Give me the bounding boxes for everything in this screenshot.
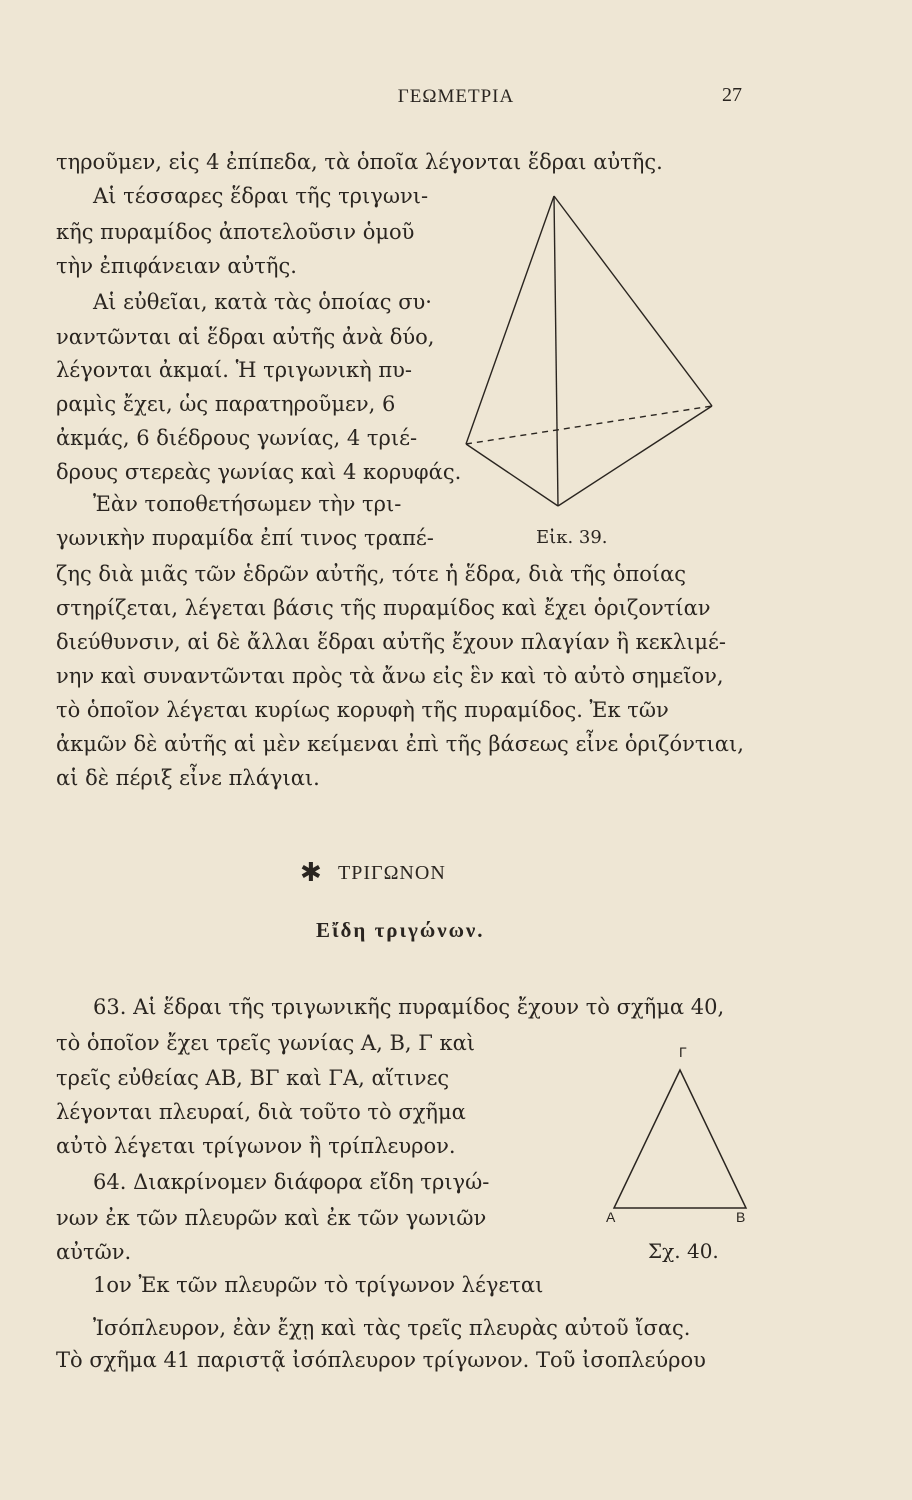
text-line: κῆς πυραμίδος ἀποτελοῦσιν ὁμοῦ: [56, 220, 415, 244]
text-line: ἀκμάς, 6 διέδρους γωνίας, 4 τριέ-: [56, 426, 418, 450]
figure-40-caption: Σχ. 40.: [648, 1239, 719, 1263]
text-line: ναντῶνται αἱ ἕδραι αὐτῆς ἀνὰ δύο,: [56, 325, 435, 349]
text-line: Αἱ εὐθεῖαι, κατὰ τὰς ὁποίας συ·: [93, 290, 432, 314]
text-line: ἀκμῶν δὲ αὐτῆς αἱ μὲν κείμεναι ἐπὶ τῆς βάσεως εἶνε ὁριζόντιαι,: [56, 732, 744, 756]
text-line: νων ἐκ τῶν πλευρῶν καὶ ἐκ τῶν γωνιῶν: [56, 1206, 487, 1230]
vertex-label-c: Γ: [679, 1044, 687, 1060]
text-line: Ἰσόπλευρον, ἐὰν ἔχῃ καὶ τὰς τρεῖς πλευρὰς αὐτοῦ ἴσας.: [93, 1316, 691, 1340]
text-line: ζης διὰ μιᾶς τῶν ἑδρῶν αὐτῆς, τότε ἡ ἕδρα, διὰ τῆς ὁποίας: [56, 562, 687, 586]
vertex-label-b: Β: [736, 1209, 746, 1225]
text-line: τὸ ὁποῖον ἔχει τρεῖς γωνίας Α, Β, Γ καὶ: [56, 1031, 476, 1055]
running-header-title: ΓΕΩΜΕΤΡΙΑ: [397, 86, 515, 107]
text-line: τὸ ὁποῖον λέγεται κυρίως κορυφὴ τῆς πυραμίδος. Ἐκ τῶν: [56, 698, 669, 722]
text-line: 1ον Ἐκ τῶν πλευρῶν τὸ τρίγωνον λέγεται: [93, 1273, 544, 1297]
text-line: διεύθυνσιν, αἱ δὲ ἄλλαι ἕδραι αὐτῆς ἔχουν πλαγίαν ἢ κεκλιμέ-: [56, 630, 726, 654]
text-line: Ἐὰν τοποθετήσωμεν τὴν τρι-: [93, 492, 402, 516]
text-line: νην καὶ συναντῶνται πρὸς τὰ ἄνω εἰς ἓν καὶ τὸ αὐτὸ σημεῖον,: [56, 664, 724, 688]
text-line: τηροῦμεν, εἰς 4 ἐπίπεδα, τὰ ὁποῖα λέγονται ἕδραι αὐτῆς.: [56, 150, 663, 174]
triangle-abc: [614, 1070, 746, 1208]
section-title: ΤΡΙΓΩΝΟΝ: [338, 862, 446, 884]
figure-39-caption: Εἰκ. 39.: [536, 527, 608, 548]
triangle-figure: [600, 1060, 760, 1220]
pyramid-edge-front: [554, 196, 558, 506]
text-line: τὴν ἐπιφάνειαν αὐτῆς.: [56, 254, 297, 278]
text-line: 64. Διακρίνομεν διάφορα εἴδη τριγώ-: [93, 1170, 490, 1194]
text-line: ραμὶς ἔχει, ὡς παρατηροῦμεν, 6: [56, 392, 396, 416]
text-line: λέγονται πλευραί, διὰ τοῦτο τὸ σχῆμα: [56, 1100, 466, 1124]
section-subtitle: Εἴδη τριγώνων.: [316, 918, 485, 942]
text-line: τρεῖς εὐθείας ΑΒ, ΒΓ καὶ ΓΑ, αἵτινες: [56, 1066, 450, 1090]
text-line: αὐτὸ λέγεται τρίγωνον ἢ τρίπλευρον.: [56, 1134, 456, 1158]
text-line: αἱ δὲ πέριξ εἶνε πλάγιαι.: [56, 766, 320, 790]
pyramid-edge-right: [554, 196, 712, 406]
text-line: λέγονται ἀκμαί. Ἡ τριγωνικὴ πυ-: [56, 358, 413, 382]
text-line: αὐτῶν.: [56, 1240, 132, 1264]
page-number: 27: [722, 84, 742, 106]
pyramid-edge-left: [466, 196, 554, 444]
text-line: Αἱ τέσσαρες ἕδραι τῆς τριγωνι-: [93, 184, 429, 208]
text-line: γωνικὴν πυραμίδα ἐπί τινος τραπέ-: [56, 526, 434, 550]
pyramid-base-edge-right: [558, 406, 712, 506]
text-line: Τὸ σχῆμα 41 παριστᾷ ἰσόπλευρον τρίγωνον. Τοῦ ἰσοπλεύρου: [56, 1348, 706, 1372]
text-line: 63. Αἱ ἕδραι τῆς τριγωνικῆς πυραμίδος ἔχουν τὸ σχῆμα 40,: [93, 995, 725, 1019]
vertex-label-a: Α: [606, 1209, 616, 1225]
ornament-icon: ✱: [300, 858, 322, 888]
pyramid-hidden-base-edge: [466, 406, 712, 444]
text-line: στηρίζεται, λέγεται βάσις τῆς πυραμίδος καὶ ἔχει ὁριζοντίαν: [56, 596, 711, 620]
pyramid-figure: [440, 180, 740, 520]
pyramid-base-edge-left: [466, 444, 558, 506]
text-line: δρους στερεὰς γωνίας καὶ 4 κορυφάς.: [56, 460, 462, 484]
